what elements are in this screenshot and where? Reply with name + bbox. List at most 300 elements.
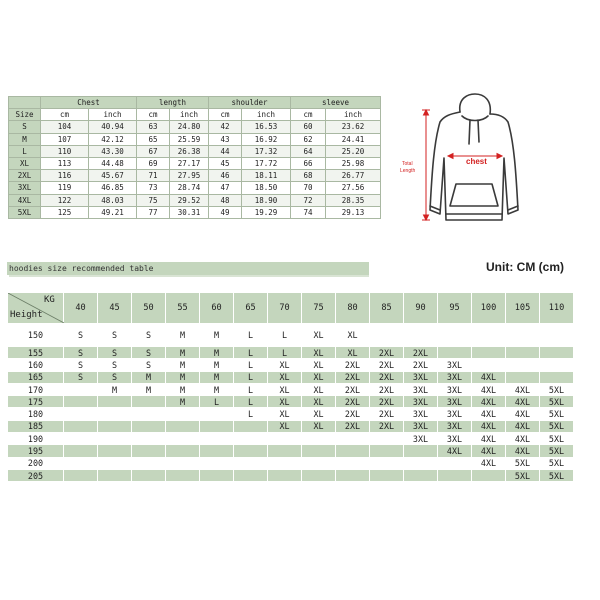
- recommended-size-cell: [438, 347, 472, 359]
- recommended-size-cell: L: [234, 371, 268, 383]
- recommended-size-cell: 3XL: [404, 408, 438, 420]
- recommended-size-cell: 4XL: [472, 433, 506, 445]
- kg-column-header: 40: [64, 293, 98, 324]
- recommended-size-cell: S: [64, 371, 98, 383]
- recommended-size-cell: [370, 445, 404, 457]
- size-label: 3XL: [9, 182, 41, 194]
- kg-height-corner: [8, 293, 64, 324]
- chest-header: Chest: [41, 97, 137, 109]
- recommended-size-cell: [336, 433, 370, 445]
- recommended-size-cell: 3XL: [404, 383, 438, 395]
- size-value: 44.48: [89, 157, 137, 169]
- kg-column-header: 95: [438, 293, 472, 324]
- recommended-size-cell: M: [200, 347, 234, 359]
- size-header: Size: [9, 109, 41, 121]
- height-value: 165: [8, 371, 64, 383]
- recommended-size-cell: 2XL: [336, 396, 370, 408]
- kg-column-header: 70: [268, 293, 302, 324]
- recommended-row: [8, 383, 574, 395]
- kg-label: KG: [44, 295, 55, 305]
- recommended-size-cell: 3XL: [438, 383, 472, 395]
- recommended-size-cell: [64, 408, 98, 420]
- recommended-size-cell: 5XL: [540, 408, 574, 420]
- shoulder-header: shoulder: [209, 97, 291, 109]
- height-value: 205: [8, 469, 64, 481]
- recommended-size-cell: [234, 433, 268, 445]
- size-value: 119: [41, 182, 89, 194]
- size-label: M: [9, 133, 41, 145]
- recommended-size-cell: XL: [302, 408, 336, 420]
- recommended-size-cell: 2XL: [370, 396, 404, 408]
- recommended-size-cell: [200, 469, 234, 481]
- recommended-size-cell: [438, 469, 472, 481]
- size-row: [9, 194, 381, 206]
- recommended-size-cell: M: [166, 324, 200, 347]
- size-value: 18.90: [242, 194, 291, 206]
- recommended-size-cell: 3XL: [438, 371, 472, 383]
- size-chart-table: [8, 96, 381, 219]
- size-value: 25.20: [326, 145, 381, 157]
- unit-inch-header: inch: [89, 109, 137, 121]
- recommended-size-cell: 5XL: [540, 469, 574, 481]
- recommended-size-cell: [268, 457, 302, 469]
- size-value: 47: [209, 182, 242, 194]
- size-value: 27.17: [170, 157, 209, 169]
- size-row: [9, 170, 381, 182]
- size-value: 125: [41, 206, 89, 218]
- recommended-size-cell: XL: [302, 371, 336, 383]
- recommended-row: [8, 457, 574, 469]
- recommended-size-cell: [64, 433, 98, 445]
- recommended-size-cell: 2XL: [404, 359, 438, 371]
- recommended-size-cell: XL: [268, 383, 302, 395]
- kg-column-header: 110: [540, 293, 574, 324]
- recommended-size-cell: 5XL: [540, 396, 574, 408]
- size-value: 25.59: [170, 133, 209, 145]
- recommended-size-cell: XL: [268, 371, 302, 383]
- recommended-size-cell: S: [132, 347, 166, 359]
- recommended-size-cell: [472, 347, 506, 359]
- recommended-size-cell: S: [64, 347, 98, 359]
- size-value: 17.32: [242, 145, 291, 157]
- recommended-size-cell: [132, 396, 166, 408]
- kg-column-header: 85: [370, 293, 404, 324]
- size-row: [9, 157, 381, 169]
- recommended-row: [8, 469, 574, 481]
- recommended-size-cell: S: [98, 371, 132, 383]
- recommended-size-cell: M: [132, 371, 166, 383]
- size-value: 113: [41, 157, 89, 169]
- recommended-size-cell: [98, 396, 132, 408]
- size-value: 62: [291, 133, 326, 145]
- recommended-size-cell: M: [200, 383, 234, 395]
- recommended-size-cell: [370, 324, 404, 347]
- recommended-size-cell: XL: [336, 347, 370, 359]
- recommended-size-cell: 2XL: [404, 347, 438, 359]
- size-value: 42.12: [89, 133, 137, 145]
- recommended-row: [8, 347, 574, 359]
- recommended-size-cell: M: [166, 347, 200, 359]
- size-value: 45: [209, 157, 242, 169]
- recommended-size-cell: [132, 420, 166, 432]
- recommended-size-cell: 2XL: [336, 408, 370, 420]
- size-value: 75: [137, 194, 170, 206]
- recommended-size-cell: [506, 347, 540, 359]
- size-value: 48: [209, 194, 242, 206]
- height-value: 175: [8, 396, 64, 408]
- recommended-size-cell: [132, 457, 166, 469]
- recommended-size-cell: [200, 420, 234, 432]
- recommended-row: [8, 359, 574, 371]
- size-label: S: [9, 121, 41, 133]
- unit-inch-header: inch: [170, 109, 209, 121]
- recommended-size-cell: 4XL: [472, 445, 506, 457]
- recommended-size-cell: 5XL: [540, 433, 574, 445]
- recommended-size-cell: [98, 408, 132, 420]
- recommended-size-cell: [506, 371, 540, 383]
- recommended-size-cell: 3XL: [404, 371, 438, 383]
- unit-label: Unit: CM (cm): [486, 260, 564, 274]
- unit-inch-header: inch: [242, 109, 291, 121]
- recommended-size-cell: [302, 469, 336, 481]
- recommended-size-cell: [336, 457, 370, 469]
- recommended-size-cell: [370, 433, 404, 445]
- recommended-size-cell: 3XL: [404, 420, 438, 432]
- recommended-size-cell: 2XL: [370, 420, 404, 432]
- recommended-size-cell: [200, 445, 234, 457]
- recommended-size-cell: [336, 469, 370, 481]
- recommended-size-cell: 3XL: [438, 359, 472, 371]
- recommended-size-cell: [166, 433, 200, 445]
- recommended-size-cell: 4XL: [472, 371, 506, 383]
- recommended-size-cell: 4XL: [506, 445, 540, 457]
- recommended-row: [8, 408, 574, 420]
- recommended-size-cell: 2XL: [370, 408, 404, 420]
- size-row: [9, 121, 381, 133]
- recommended-size-cell: S: [64, 324, 98, 347]
- height-value: 180: [8, 408, 64, 420]
- recommended-size-cell: [98, 433, 132, 445]
- size-value: 122: [41, 194, 89, 206]
- recommended-size-cell: XL: [302, 420, 336, 432]
- recommended-size-cell: [302, 445, 336, 457]
- size-value: 63: [137, 121, 170, 133]
- recommended-size-cell: [166, 445, 200, 457]
- recommended-size-cell: M: [166, 359, 200, 371]
- recommended-size-cell: L: [234, 396, 268, 408]
- recommended-size-cell: [132, 433, 166, 445]
- size-value: 74: [291, 206, 326, 218]
- recommended-size-cell: 4XL: [472, 457, 506, 469]
- length-header: length: [137, 97, 209, 109]
- size-value: 18.11: [242, 170, 291, 182]
- recommended-size-cell: XL: [302, 347, 336, 359]
- recommended-size-cell: M: [98, 383, 132, 395]
- kg-column-header: 50: [132, 293, 166, 324]
- height-value: 150: [8, 324, 64, 347]
- recommended-size-cell: XL: [302, 359, 336, 371]
- total-length-label-line1: Total: [402, 161, 413, 167]
- kg-column-header: 100: [472, 293, 506, 324]
- size-value: 68: [291, 170, 326, 182]
- size-label: L: [9, 145, 41, 157]
- size-value: 40.94: [89, 121, 137, 133]
- height-value: 190: [8, 433, 64, 445]
- recommended-size-cell: XL: [302, 383, 336, 395]
- chest-label: chest: [466, 157, 487, 166]
- recommended-size-cell: [302, 433, 336, 445]
- recommended-size-cell: 2XL: [336, 383, 370, 395]
- sleeve-header: sleeve: [291, 97, 381, 109]
- recommended-size-cell: [404, 469, 438, 481]
- recommended-size-cell: 3XL: [438, 408, 472, 420]
- recommended-size-cell: S: [132, 359, 166, 371]
- recommended-row: [8, 371, 574, 383]
- kg-column-header: 60: [200, 293, 234, 324]
- size-value: 60: [291, 121, 326, 133]
- size-value: 17.72: [242, 157, 291, 169]
- recommended-size-cell: [506, 359, 540, 371]
- size-value: 18.50: [242, 182, 291, 194]
- recommended-size-cell: 2XL: [336, 420, 370, 432]
- size-value: 27.95: [170, 170, 209, 182]
- recommended-size-cell: [98, 469, 132, 481]
- unit-inch-header: inch: [326, 109, 381, 121]
- size-value: 64: [291, 145, 326, 157]
- recommended-size-cell: [234, 420, 268, 432]
- hoodie-diagram: [398, 92, 548, 232]
- size-value: 46.85: [89, 182, 137, 194]
- size-label: XL: [9, 157, 41, 169]
- hoodie-outline-icon: [398, 92, 548, 232]
- recommended-row: [8, 324, 574, 347]
- size-value: 70: [291, 182, 326, 194]
- recommended-size-cell: 3XL: [404, 396, 438, 408]
- recommended-size-table: [7, 292, 574, 482]
- recommended-size-cell: 5XL: [540, 457, 574, 469]
- size-value: 49.21: [89, 206, 137, 218]
- recommended-size-cell: [200, 457, 234, 469]
- recommended-size-cell: 4XL: [506, 396, 540, 408]
- size-value: 73: [137, 182, 170, 194]
- total-length-label-line2: Length: [400, 168, 416, 174]
- size-value: 65: [137, 133, 170, 145]
- recommended-size-cell: L: [234, 324, 268, 347]
- height-value: 200: [8, 457, 64, 469]
- recommended-size-cell: L: [234, 408, 268, 420]
- recommended-size-cell: 4XL: [472, 396, 506, 408]
- recommended-size-cell: [540, 359, 574, 371]
- recommended-size-cell: [64, 383, 98, 395]
- recommended-size-cell: M: [200, 371, 234, 383]
- size-value: 43.30: [89, 145, 137, 157]
- recommended-size-cell: 5XL: [540, 445, 574, 457]
- size-value: 42: [209, 121, 242, 133]
- recommended-size-cell: L: [268, 347, 302, 359]
- recommended-size-cell: [404, 324, 438, 347]
- recommended-size-cell: [234, 469, 268, 481]
- recommended-size-cell: 4XL: [506, 433, 540, 445]
- unit-cm-header: cm: [291, 109, 326, 121]
- size-value: 29.52: [170, 194, 209, 206]
- recommended-row: [8, 420, 574, 432]
- recommended-size-cell: XL: [268, 420, 302, 432]
- title-bar-shadow: [9, 275, 369, 277]
- size-row: [9, 206, 381, 218]
- height-value: 170: [8, 383, 64, 395]
- size-value: 116: [41, 170, 89, 182]
- recommended-size-cell: [370, 469, 404, 481]
- recommended-size-cell: [438, 324, 472, 347]
- recommended-size-cell: 4XL: [506, 408, 540, 420]
- size-value: 104: [41, 121, 89, 133]
- recommended-size-cell: [370, 457, 404, 469]
- size-value: 26.38: [170, 145, 209, 157]
- size-value: 23.62: [326, 121, 381, 133]
- kg-column-header: 90: [404, 293, 438, 324]
- recommended-size-cell: [302, 457, 336, 469]
- height-value: 195: [8, 445, 64, 457]
- recommended-size-cell: [98, 445, 132, 457]
- recommended-row: [8, 445, 574, 457]
- recommended-size-cell: [472, 324, 506, 347]
- recommended-size-cell: M: [132, 383, 166, 395]
- recommended-size-cell: 3XL: [438, 396, 472, 408]
- recommended-size-cell: [268, 433, 302, 445]
- height-value: 185: [8, 420, 64, 432]
- recommended-size-cell: [438, 457, 472, 469]
- recommended-size-cell: 4XL: [506, 383, 540, 395]
- kg-column-header: 105: [506, 293, 540, 324]
- size-value: 49: [209, 206, 242, 218]
- kg-column-header: 80: [336, 293, 370, 324]
- recommended-size-cell: 5XL: [506, 469, 540, 481]
- size-value: 19.29: [242, 206, 291, 218]
- recommended-size-cell: [132, 469, 166, 481]
- recommended-size-cell: XL: [302, 324, 336, 347]
- recommended-size-cell: L: [268, 324, 302, 347]
- size-value: 26.77: [326, 170, 381, 182]
- size-value: 24.41: [326, 133, 381, 145]
- recommended-size-cell: [132, 445, 166, 457]
- recommended-size-cell: 2XL: [370, 371, 404, 383]
- recommended-table-title: hoodies size recommended table: [7, 262, 369, 275]
- recommended-size-cell: [166, 408, 200, 420]
- recommended-size-cell: [200, 408, 234, 420]
- recommended-size-cell: XL: [268, 408, 302, 420]
- recommended-size-cell: S: [98, 347, 132, 359]
- recommended-size-cell: S: [64, 359, 98, 371]
- recommended-size-cell: L: [234, 347, 268, 359]
- recommended-size-cell: 5XL: [540, 420, 574, 432]
- recommended-size-cell: [472, 359, 506, 371]
- recommended-size-cell: 2XL: [370, 383, 404, 395]
- recommended-size-cell: L: [200, 396, 234, 408]
- recommended-size-cell: 5XL: [540, 383, 574, 395]
- size-value: 25.98: [326, 157, 381, 169]
- recommended-size-cell: M: [166, 383, 200, 395]
- size-label: 4XL: [9, 194, 41, 206]
- kg-column-header: 75: [302, 293, 336, 324]
- size-value: 107: [41, 133, 89, 145]
- recommended-size-cell: [506, 324, 540, 347]
- size-value: 67: [137, 145, 170, 157]
- size-value: 46: [209, 170, 242, 182]
- recommended-size-cell: [540, 371, 574, 383]
- recommended-size-cell: [268, 469, 302, 481]
- recommended-size-cell: [472, 469, 506, 481]
- unit-cm-header: cm: [137, 109, 170, 121]
- recommended-size-cell: 4XL: [472, 408, 506, 420]
- size-label: 5XL: [9, 206, 41, 218]
- recommended-size-cell: [404, 445, 438, 457]
- height-value: 160: [8, 359, 64, 371]
- recommended-size-cell: M: [200, 359, 234, 371]
- unit-cm-header: cm: [209, 109, 242, 121]
- recommended-size-cell: L: [234, 359, 268, 371]
- size-row: [9, 133, 381, 145]
- recommended-size-cell: 2XL: [336, 371, 370, 383]
- recommended-size-cell: [268, 445, 302, 457]
- recommended-size-cell: 3XL: [438, 420, 472, 432]
- recommended-size-cell: L: [234, 383, 268, 395]
- recommended-size-cell: 2XL: [370, 359, 404, 371]
- recommended-size-cell: M: [166, 371, 200, 383]
- recommended-row: [8, 396, 574, 408]
- recommended-size-cell: 4XL: [438, 445, 472, 457]
- size-value: 16.53: [242, 121, 291, 133]
- recommended-size-cell: [166, 420, 200, 432]
- recommended-row: [8, 433, 574, 445]
- recommended-size-cell: M: [200, 324, 234, 347]
- recommended-size-cell: [98, 457, 132, 469]
- size-value: 48.03: [89, 194, 137, 206]
- recommended-size-cell: M: [166, 396, 200, 408]
- recommended-size-cell: [64, 420, 98, 432]
- recommended-size-cell: [166, 457, 200, 469]
- size-value: 29.13: [326, 206, 381, 218]
- unit-cm-header: cm: [41, 109, 89, 121]
- height-label: Height: [10, 310, 43, 320]
- recommended-size-cell: 5XL: [506, 457, 540, 469]
- recommended-size-cell: XL: [336, 324, 370, 347]
- recommended-size-cell: [336, 445, 370, 457]
- recommended-size-cell: [166, 469, 200, 481]
- recommended-size-cell: [234, 445, 268, 457]
- recommended-size-cell: [132, 408, 166, 420]
- size-label: 2XL: [9, 170, 41, 182]
- kg-column-header: 65: [234, 293, 268, 324]
- size-header-blank: [9, 97, 41, 109]
- recommended-size-cell: 3XL: [404, 433, 438, 445]
- size-value: 16.92: [242, 133, 291, 145]
- recommended-size-cell: [64, 469, 98, 481]
- size-value: 69: [137, 157, 170, 169]
- recommended-size-cell: [64, 445, 98, 457]
- kg-column-header: 45: [98, 293, 132, 324]
- height-value: 155: [8, 347, 64, 359]
- recommended-size-cell: 4XL: [506, 420, 540, 432]
- kg-column-header: 55: [166, 293, 200, 324]
- size-value: 44: [209, 145, 242, 157]
- recommended-size-cell: 3XL: [438, 433, 472, 445]
- recommended-size-cell: XL: [268, 359, 302, 371]
- recommended-size-cell: 4XL: [472, 383, 506, 395]
- recommended-size-cell: XL: [302, 396, 336, 408]
- recommended-size-cell: S: [98, 359, 132, 371]
- recommended-size-cell: 2XL: [370, 347, 404, 359]
- size-value: 71: [137, 170, 170, 182]
